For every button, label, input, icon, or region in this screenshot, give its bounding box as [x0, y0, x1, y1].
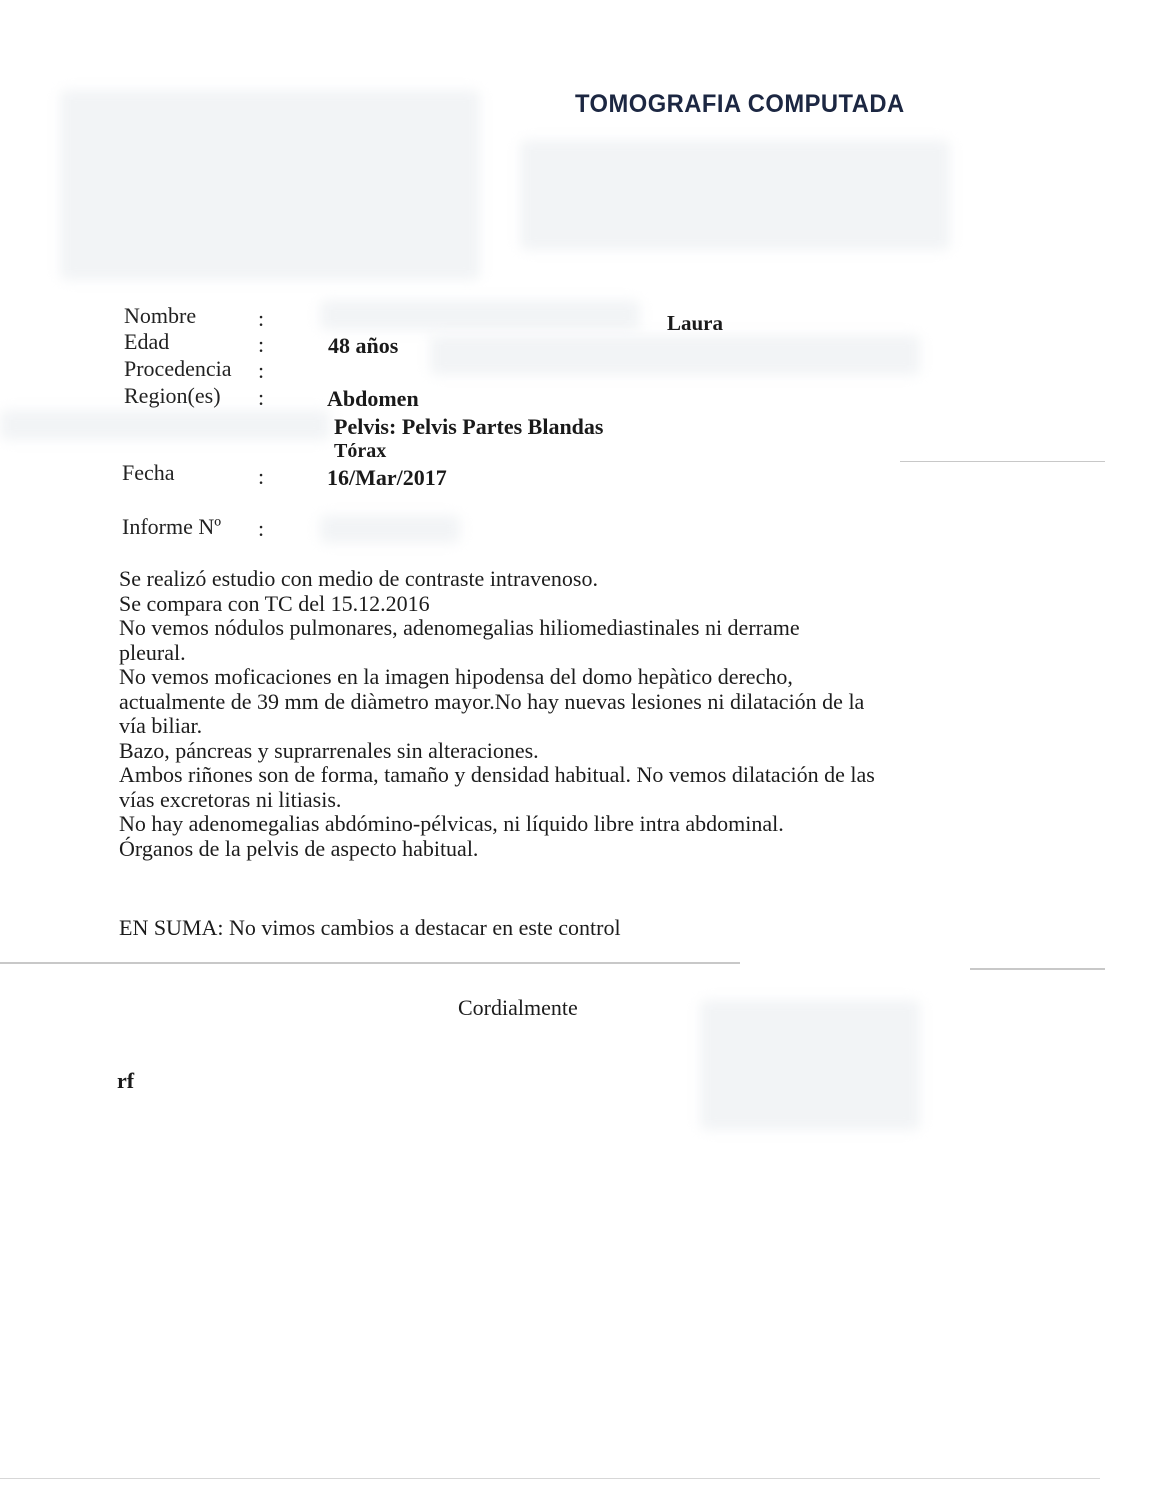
report-line: pleural.: [119, 639, 186, 665]
scan-line: [970, 968, 1105, 970]
report-summary: EN SUMA: No vimos cambios a destacar en este control: [119, 915, 621, 940]
region-pelvis: Pelvis: Pelvis Partes Blandas: [334, 414, 604, 439]
patient-age: 48 años: [328, 333, 399, 358]
report-line: Se compara con TC del 15.12.2016: [119, 590, 430, 616]
label-procedencia: Procedencia: [124, 356, 232, 381]
scan-artifact: [320, 515, 460, 543]
report-line: No vemos moficaciones en la imagen hipodensa del domo hepàtico derecho,: [119, 664, 793, 689]
region-torax: Tórax: [334, 440, 387, 462]
colon: :: [258, 464, 265, 489]
colon: :: [258, 306, 265, 331]
scan-line: [0, 962, 740, 964]
report-line: Ambos riñones son de forma, tamaño y densidad habitual. No vemos dilatación de las: [119, 762, 875, 787]
author-initials: rf: [117, 1068, 135, 1093]
report-line: Se realizó estudio con medio de contraste intravenoso.: [119, 566, 598, 591]
label-informe: Informe Nº: [122, 514, 222, 539]
label-nombre: Nombre: [124, 303, 197, 328]
colon: :: [258, 385, 265, 410]
report-line: actualmente de 39 mm de diàmetro mayor.No hay nuevas lesiones ni dilatación de la: [119, 688, 865, 714]
scan-artifact: [700, 1000, 920, 1130]
report-line: vías excretoras ni litiasis.: [119, 786, 342, 812]
report-line: Bazo, páncreas y suprarrenales sin alteraciones.: [119, 737, 539, 763]
colon: :: [258, 332, 265, 357]
exam-date: 16/Mar/2017: [327, 465, 447, 490]
scan-artifact: [320, 300, 640, 330]
scan-artifact: [430, 335, 920, 375]
report-line: No hay adenomegalias abdómino-pélvicas, ni líquido libre intra abdominal.: [119, 811, 784, 836]
colon: :: [258, 516, 265, 541]
report-body: [119, 567, 999, 861]
scan-line: [900, 461, 1105, 462]
scan-line: [0, 1478, 1100, 1479]
scan-artifact: [520, 140, 950, 250]
report-line: vía biliar.: [119, 713, 203, 738]
label-fecha: Fecha: [122, 460, 175, 485]
report-line: Órganos de la pelvis de aspecto habitual.: [119, 835, 479, 861]
patient-name: Laura: [667, 311, 724, 335]
colon: :: [258, 358, 265, 383]
scan-artifact: [60, 90, 480, 280]
document-title: TOMOGRAFIA COMPUTADA: [575, 90, 905, 118]
report-line: No vemos nódulos pulmonares, adenomegalias hiliomediastinales ni derrame: [119, 615, 800, 640]
label-edad: Edad: [124, 329, 170, 354]
label-regiones: Region(es): [124, 383, 221, 408]
scan-artifact: [0, 410, 330, 440]
closing-salutation: Cordialmente: [458, 995, 578, 1020]
region-abdomen: Abdomen: [327, 386, 419, 411]
